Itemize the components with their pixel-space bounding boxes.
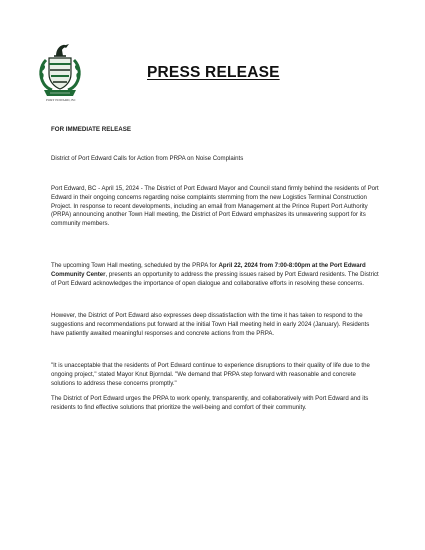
paragraph-dissatisfaction: However, the District of Port Edward also expresses deep dissatisfaction with the time it has taken to respond to the suggestions and recommendations put forward at the initial Town Hall meeting held in early 2024 (January). Residents have patiently awaited meaningful responses and concrete actions from the PRPA.	[51, 312, 370, 337]
paragraph-town-hall	[51, 262, 381, 288]
release-subject: District of Port Edward Calls for Action from PRPA on Noise Complaints	[51, 155, 244, 162]
paragraph-intro: Port Edward, BC - April 15, 2024 - The District of Port Edward Mayor and Council stand firmly behind the residents of Port Edward in their ongoing concerns regarding noise complaints stemming from the new Logistics Terminal Construction Project. In response to recent developments, including an email from Management at the Prince Rupert Port Authority (PRPA) announcing another Town Hall meeting, the District of Port Edward emphasizes its unwavering support for its community members.	[51, 185, 379, 228]
page-title: PRESS RELEASE	[147, 64, 280, 81]
paragraph-mayor-quote: "It is unacceptable that the residents of Port Edward continue to experience disruptions to their quality of life due to the ongoing project," stated Mayor Knut Bjorndal. "We demand that PRPA step forward with reasonable and concrete solutions to address these concerns promptly."	[51, 362, 370, 387]
town-hall-date-location: April 22, 2024 from 7:00-8:00pm at the Port Edward Community Center	[51, 262, 366, 278]
port-edward-crest-icon	[36, 40, 84, 106]
paragraph-town-hall-rest: , presents an opportunity to address the pressing issues raised by Port Edward residents. The District of Port Edward acknowledges the importance of open dialogue and collaborative efforts in resolving these concerns.	[51, 270, 379, 287]
paragraph-call-to-action: The District of Port Edward urges the PRPA to work openly, transparently, and collaboratively with Port Edward and its residents to find effective solutions that prioritize the well-being and comfort of their community.	[51, 395, 369, 411]
logo-caption: PORT EDWARD, BC	[46, 98, 76, 102]
release-tag: FOR IMMEDIATE RELEASE	[51, 126, 131, 133]
paragraph-town-hall-lead: The upcoming Town Hall meeting, scheduled by the PRPA for	[51, 262, 219, 269]
